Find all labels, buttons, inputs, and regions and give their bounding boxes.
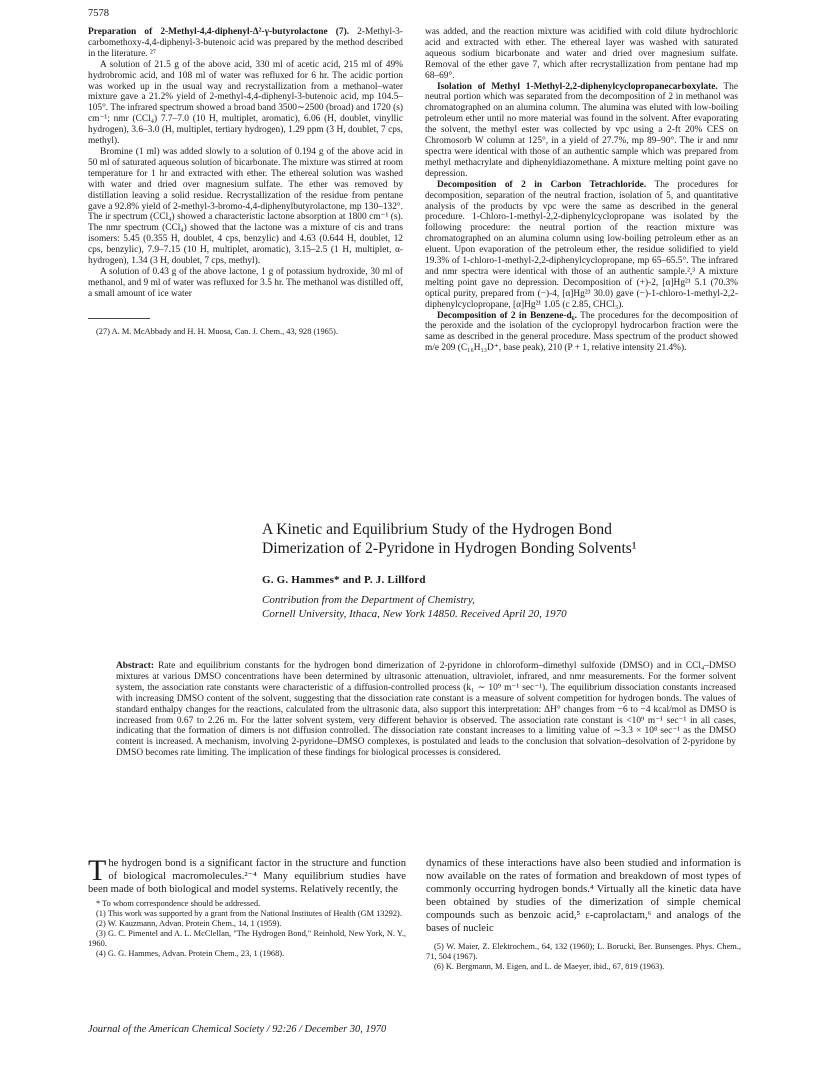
paragraph [425,311,738,355]
footnote: (6) K. Bergmann, M. Eigen, and L. de Maeyer, ibid., 67, 819 (1963). [434,961,665,971]
section-heading: Preparation of 2-Methyl-4,4-diphenyl-Δ²-γ-butyrolactone (7). [88,27,350,37]
paragraph-text: The neutral portion which was separated from the decomposition of 2 in methanol was chromatographed on an alumina column. The alumina was eluted with low-boiling petroleum ether until no more material was found in the solvent. After evaporating the solvent, the methyl ester was collected by vpc using a 2-ft 20% CES on Chromosorb W column at 125°, in a yield of 27.7%, mp 89–90°. The ir and nmr spectra were identical with those of an authentic sample which was prepared from methyl methacrylate and diphenyldiazomethane. A mixture melting point gave no depression. [425,81,738,179]
paragraph [425,82,738,180]
article-title [262,520,742,558]
paragraph-text: The procedures for the decomposition of the peroxide and the isolation of the cyclopropyl hydrocarbon fraction were the same as described in the general procedure. Mass spectrum of the product showed m/e 209 (C₁₆H₁₃D⁺, base peak), 210 (P + 1, relative intensity 21.4%). [425,310,738,354]
abstract [116,661,736,759]
top-right-column [425,27,738,354]
footnote-divider [88,318,150,319]
intro-paragraph [88,854,406,896]
footnote: (2) W. Kauzmann, Advan. Protein Chem., 14, 1 (1959). [96,919,282,929]
abstract-text: Rate and equilibrium constants for the hydrogen bond dimerization of 2-pyridone in chloroform–dimethyl sulfoxide (DMSO) and in CCl₄–DMSO mixtures at various DMSO concentrations have been determined by ultrasonic attenuation, ultraviolet, infrared, and nmr measurements. For the former solvent system, the association rate constants were characteristic of a diffusion-controlled process (k₁ ∼ 10⁹ m⁻¹ sec⁻¹). The equilibrium dissociation constants increased with increasing DMSO content of the solvent, suggesting that the dissociation rate constant is a measure of solvent competition for hydrogen bonds. The values of standard enthalpy changes for the reactions, calculated from the ultrasonic data, also support this interpretation: ΔH° changes from −6 to −4 kcal/mol as DMSO is increased from 0.67 to 2.26 m. For the latter solvent system, very different behavior is observed. The association rate constant is <10⁹ m⁻¹ sec⁻¹ in all cases, indicating that the formation of dimers is not diffusion controlled. The dissociation rate constant increases to a limiting value of ∼3.3 × 10⁸ sec⁻¹ as the DMSO content is increased. A mechanism, involving 2-pyridone–DMSO complexes, is postulated and leads to the conclusion that solvation–desolvation of 2-pyridone by DMSO becomes rate limiting. The implication of these findings for biological processes is considered. [116,661,736,759]
body-right-column [426,857,741,972]
paragraph-text: 2-Methyl-3-carbomethoxy-4,4-diphenyl-3-butenoic acid was prepared by the method described in the literature. ²⁷ [88,27,403,59]
body-left-column [88,854,406,959]
top-left-column [88,27,403,337]
journal-footer: Journal of the American Chemical Society / 92:26 / December 30, 1970 [88,1024,387,1035]
footnote: (4) G. G. Hammes, Advan. Protein Chem., 23, 1 (1968). [96,949,285,959]
paragraph: A solution of 21.5 g of the above acid, 330 ml of acetic acid, 215 ml of 49% hydrobromic acid, and 108 ml of water was refluxed for 6 hr. The acidic portion was worked up in the usual way and recrystallization from a methanol–water mixture gave a 21.2% yield of 2-methyl-4,4-diphenyl-3-butenoic acid, mp 104.5–105°. The infrared spectrum showed a broad band 3500∼2500 (broad) and 1720 (s) cm⁻¹; nmr (CCl₄) 7.7–7.0 (10 H, multiplet, aromatic), 6.06 (H, doublet, vinyllic hydrogen), 3.6–3.0 (H, multiplet, tertiary hydrogen), 1.29 ppm (3 H, doublet, 7 cps, methyl). [88,59,403,147]
paragraph [88,27,403,60]
authors: G. G. Hammes* and P. J. Lillford [262,574,426,586]
title-line: Dimerization of 2-Pyridone in Hydrogen Bonding Solvents¹ [262,540,637,557]
footnotes [88,899,406,959]
affiliation-line: Cornell University, Ithaca, New York 14850. Received April 20, 1970 [262,607,567,620]
paragraph-text: The procedures for decomposition, separation of the neutral fraction, isolation of 5, and quantitative analysis of the products by vpc were the same as described in the general procedure. 1-Chloro-1-methyl-2,2-diphenylcyclopropane was isolated by the following procedure: the neutral portion of the reaction mixture was chromatographed on an alumina column using low-boiling petroleum ether as an eluent. Upon evaporation of the petroleum ether, the residue solidified to yield 19.3% of 1-chloro-1-methyl-2,2-diphenylcyclopropane, mp 65–65.5°. The infrared and nmr spectra were identical with those of an authentic sample.²,³ A mixture melting point gave no depression. Decomposition of (+)-2, [α]Hg²¹ 5.1 (70.3% optical purity, prepared from (−)-4, [α]Hg²³ 30.0) gave (−)-1-chloro-1-methyl-2,2-diphenylcyclopropane, [α]Hg²¹ 1.05 (c 2.85, CHCl₃). [425,179,738,310]
section-heading: Decomposition of 2 in Benzene-d₆. [437,310,577,321]
paragraph: was added, and the reaction mixture was acidified with cold dilute hydrochloric acid and extracted with ether. The ethereal layer was washed with saturated aqueous sodium bicarbonate and water and dried over magnesium sulfate. Removal of the ether gave 7, which after recrystallization from pentane had mp 68–69°. [425,27,738,81]
affiliation [262,594,742,621]
article-header [262,520,742,621]
drop-cap: T [88,854,107,887]
affiliation-line: Contribution from the Department of Chemistry, [262,594,475,606]
footnote: (5) W. Maier, Z. Elektrochem., 64, 132 (1960); L. Borucki, Ber. Bunsenges. Phys. Chem., 71, 504 (1967). [426,941,741,961]
footnote: (27) A. M. McAbbady and H. H. Muosa, Can. J. Chem., 43, 928 (1965). [96,326,338,336]
paragraph: dynamics of these interactions have also been studied and information is now available on the rates of formation and breakdown of most types of commonly occurring hydrogen bonds.⁴ Virtually all the kinetic data have been obtained by studies of the dimerization of simple chemical compounds such as benzoic acid,⁵ ε-caprolactam,⁶ and analogs of the bases of nucleic [426,858,741,935]
footnotes [426,942,741,972]
title-line: A Kinetic and Equilibrium Study of the Hydrogen Bond [262,521,612,538]
paragraph-text: he hydrogen bond is a significant factor in the structure and function of biological macromolecules.²⁻⁴ Many equilibrium studies have been made of both biological and model systems. Relatively recently, the [88,858,406,896]
footnote: (3) G. C. Pimentel and A. L. McClellan, "The Hydrogen Bond," Reinhold, New York, N. Y., 1960. [88,929,406,949]
paragraph: A solution of 0.43 g of the above lactone, 1 g of potassium hydroxide, 30 ml of methanol, and 9 ml of water was refluxed for 3.5 hr. The methanol was distilled off, a small amount of ice water [88,266,403,299]
paragraph: Bromine (1 ml) was added slowly to a solution of 0.194 g of the above acid in 50 ml of saturated aqueous solution of bicarbonate. The mixture was stirred at room temperature for 1 hr and extracted with ether. The ethereal solution was washed with water and dried over magnesium sulfate. The ether was removed by distillation leaving a solid residue. Recrystallization of the residue from pentane gave a 92.8% yield of 2-methyl-3-bromo-4,4-diphenylbutyrolactone, mp 130–132°. The ir spectrum (CCl₄) showed a characteristic lactone absorption at 1800 cm⁻¹ (s). The nmr spectrum (CCl₄) showed that the lactone was a mixture of cis and trans isomers: 5.45 (0.355 H, doublet, 4 cps, benzylic) and 4.63 (0.644 H, doublet, 12 cps, benzylic), 7.9–7.15 (10 H, multiplet, aromatic), 3.15–2.5 (1 H, multiplet, α-hydrogen), 1.34 (3 H, doublet, 7 cps, methyl). [88,146,403,267]
footnote: (1) This work was supported by a grant from the National Institutes of Health (GM 13292). [96,909,402,919]
paragraph [425,180,738,311]
page-number: 7578 [88,8,109,19]
abstract-label: Abstract: [116,661,155,671]
section-heading: Decomposition of 2 in Carbon Tetrachloride. [437,179,647,190]
section-heading: Isolation of Methyl 1-Methyl-2,2-diphenylcyclopropanecarboxylate. [437,81,718,92]
footnote: * To whom correspondence should be addressed. [96,899,261,909]
